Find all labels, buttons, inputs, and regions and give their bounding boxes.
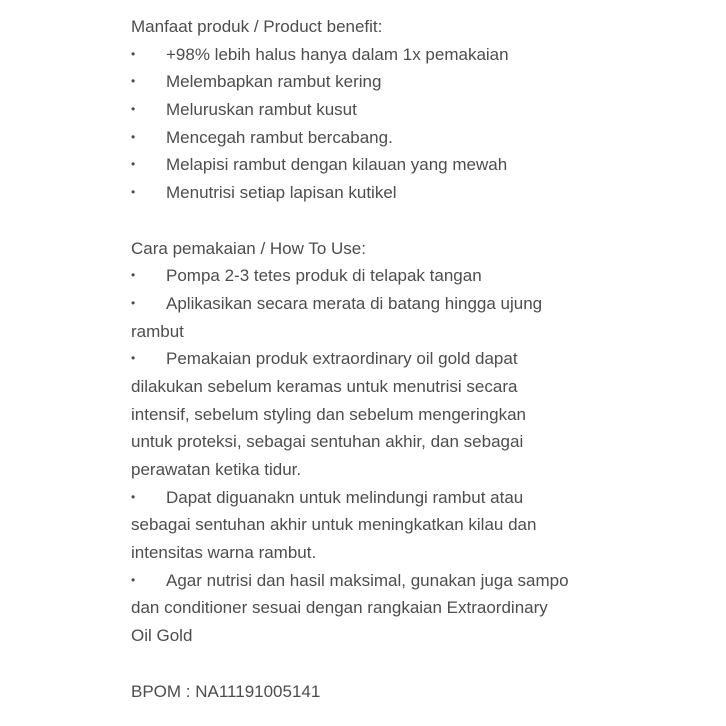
list-item	[131, 68, 611, 96]
bullet-icon: •	[131, 102, 136, 117]
list-item-continuation: Oil Gold	[131, 626, 193, 646]
bullet-icon: •	[131, 74, 136, 89]
list-item	[131, 262, 611, 290]
list-item-continuation: perawatan ketika tidur.	[131, 460, 302, 479]
bullet-icon: •	[131, 157, 136, 172]
product-description	[131, 13, 611, 705]
bullet-icon: •	[131, 572, 136, 587]
list-item-continuation: intensitas warna rambut.	[131, 543, 317, 563]
list-item	[131, 96, 611, 124]
bpom-number: BPOM : NA11191005141	[131, 681, 321, 701]
list-item	[131, 124, 611, 152]
list-item-text: Melembapkan rambut kering	[166, 72, 382, 92]
list-item-text: Dapat diguanakn untuk melindungi rambut atau	[166, 487, 524, 507]
list-item-continuation: sebagai sentuhan akhir untuk meningkatkan kilau dan	[131, 515, 537, 535]
list-item-text: Pemakaian produk extraordinary oil gold dapat	[166, 349, 518, 369]
bullet-icon: •	[131, 185, 136, 200]
bullet-icon: •	[131, 129, 136, 144]
list-item	[131, 345, 611, 373]
usage-list	[131, 262, 611, 650]
bullet-icon: •	[131, 46, 136, 61]
usage-heading: Cara pemakaian / How To Use:	[131, 238, 366, 258]
list-item-text: Pompa 2-3 tetes produk di telapak tangan	[166, 266, 482, 286]
bullet-icon: •	[131, 268, 136, 283]
list-item-text: Agar nutrisi dan hasil maksimal, gunakan juga sampo	[166, 570, 569, 590]
bullet-icon: •	[131, 351, 136, 366]
list-item-text: +98% lebih halus hanya dalam 1x pemakaian	[166, 44, 509, 64]
list-item-continuation: dan conditioner sesuai dengan rangkaian Extraordinary	[131, 598, 548, 618]
list-item	[131, 41, 611, 69]
list-item-text: Mencegah rambut bercabang.	[166, 127, 393, 147]
list-item	[131, 151, 611, 179]
list-item-text: Menutrisi setiap lapisan kutikel	[166, 183, 397, 203]
bullet-icon: •	[131, 489, 136, 504]
list-item-text: Aplikasikan secara merata di batang hingga ujung	[166, 293, 543, 313]
list-item	[131, 567, 611, 595]
list-item	[131, 484, 611, 512]
benefit-list	[131, 41, 611, 207]
list-item-continuation: untuk proteksi, sebagai sentuhan akhir, dan sebagai	[131, 432, 524, 452]
bullet-icon: •	[131, 295, 136, 310]
list-item	[131, 290, 611, 318]
list-item-continuation: rambut	[131, 321, 184, 341]
list-item	[131, 179, 611, 207]
benefit-heading: Manfaat produk / Product benefit:	[131, 17, 383, 36]
list-item-text: Meluruskan rambut kusut	[166, 100, 357, 120]
list-item-continuation: dilakukan sebelum keramas untuk menutrisi secara	[131, 376, 518, 396]
list-item-text: Melapisi rambut dengan kilauan yang mewah	[166, 155, 508, 175]
list-item-continuation: intensif, sebelum styling dan sebelum mengeringkan	[131, 404, 527, 424]
